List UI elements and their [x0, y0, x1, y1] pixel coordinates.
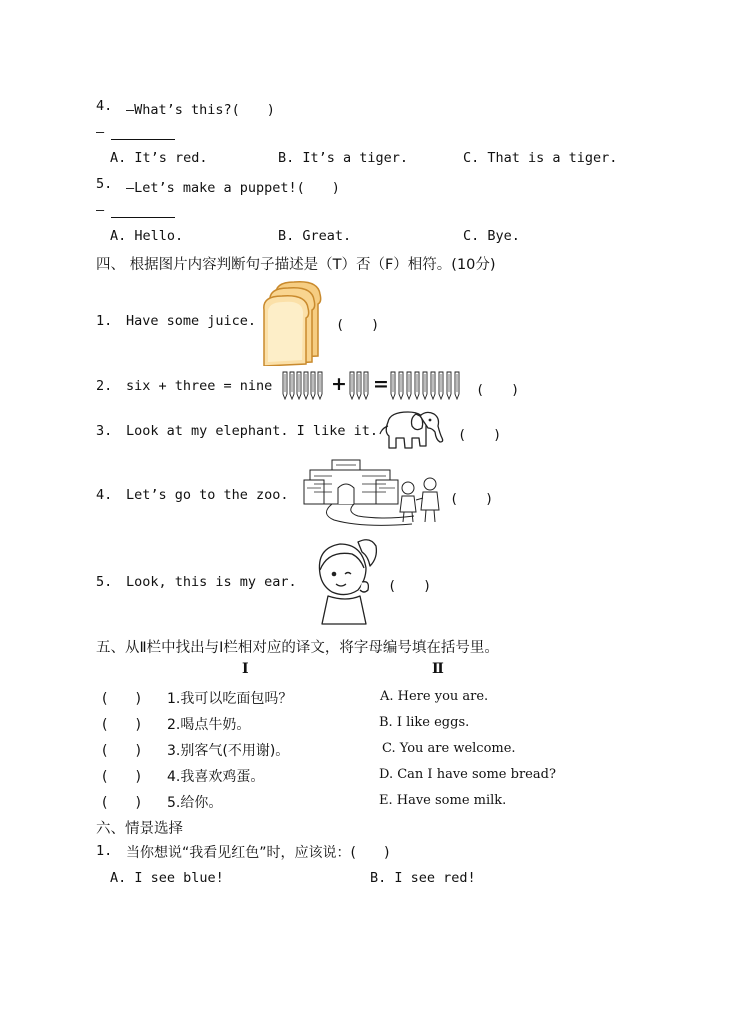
- question-text: 当你想说“我看见红色”时，应该说：( ): [126, 845, 390, 861]
- match-item-4: 4.我喜欢鸡蛋。: [167, 769, 265, 785]
- bread-icon: [262, 278, 332, 366]
- option-c[interactable]: C. That is a tiger.: [463, 150, 618, 166]
- match-item-1: 1.我可以吃面包吗？: [167, 691, 293, 707]
- match-bracket[interactable]: ( ): [102, 691, 141, 707]
- option-a[interactable]: A. Hello.: [110, 228, 184, 244]
- question-4-text: —What’s this?( ): [126, 102, 275, 118]
- plus-sign: +: [331, 373, 347, 395]
- match-bracket[interactable]: ( ): [102, 795, 141, 811]
- pencils-icon: [389, 368, 463, 400]
- answer-blank-line[interactable]: [111, 217, 175, 218]
- column-1-header: Ⅰ: [242, 661, 249, 677]
- match-item-3: 3.别客气(不用谢)。: [167, 743, 290, 759]
- option-a[interactable]: A. I see blue!: [110, 870, 224, 886]
- item-number: 3.: [96, 423, 113, 439]
- question-4-number: 4.: [96, 98, 113, 114]
- item-number: 2.: [96, 378, 113, 394]
- school-icon: [302, 456, 450, 532]
- option-b[interactable]: B. It’s a tiger.: [278, 150, 409, 166]
- equals-sign: =: [373, 373, 389, 395]
- option-c[interactable]: C. Bye.: [463, 228, 520, 244]
- match-bracket[interactable]: ( ): [102, 769, 141, 785]
- item-text: six + three = nine: [126, 378, 273, 394]
- item-number: 5.: [96, 574, 113, 590]
- question-5-text: —Let’s make a puppet!( ): [126, 180, 340, 196]
- item-text: Look at my elephant. I like it.: [126, 423, 378, 439]
- match-option-b: B. I like eggs.: [379, 715, 470, 730]
- question-number: 1.: [96, 843, 113, 859]
- item-number: 1.: [96, 313, 113, 329]
- match-option-c: C. You are welcome.: [382, 741, 516, 756]
- match-bracket[interactable]: ( ): [102, 717, 141, 733]
- item-text: Have some juice.: [126, 313, 257, 329]
- section-6-title: 六、情景选择: [96, 821, 183, 837]
- answer-bracket[interactable]: ( ): [336, 317, 380, 333]
- answer-dash: —: [96, 124, 105, 140]
- match-option-d: D. Can I have some bread?: [379, 767, 556, 782]
- match-option-a: A. Here you are.: [380, 689, 489, 704]
- girl-icon: [306, 534, 382, 626]
- answer-dash: —: [96, 202, 105, 218]
- item-text: Let’s go to the zoo.: [126, 487, 289, 503]
- option-b[interactable]: B. Great.: [278, 228, 352, 244]
- answer-blank-line[interactable]: [111, 139, 175, 140]
- item-number: 4.: [96, 487, 113, 503]
- column-2-header: Ⅱ: [432, 661, 444, 677]
- answer-bracket[interactable]: ( ): [476, 382, 520, 398]
- match-bracket[interactable]: ( ): [102, 743, 141, 759]
- answer-bracket[interactable]: ( ): [388, 578, 432, 594]
- item-text: Look, this is my ear.: [126, 574, 297, 590]
- answer-bracket[interactable]: ( ): [450, 491, 494, 507]
- pencils-icon: [281, 368, 329, 400]
- elephant-icon: [374, 404, 448, 454]
- question-5-number: 5.: [96, 176, 113, 192]
- match-option-e: E. Have some milk.: [379, 793, 507, 808]
- option-b[interactable]: B. I see red!: [370, 870, 476, 886]
- match-item-5: 5.给你。: [167, 795, 223, 811]
- section-5-title: 五、从Ⅱ栏中找出与Ⅰ栏相对应的译文，将字母编号填在括号里。: [96, 640, 499, 656]
- answer-bracket[interactable]: ( ): [458, 427, 502, 443]
- option-a[interactable]: A. It’s red.: [110, 150, 208, 166]
- match-item-2: 2.喝点牛奶。: [167, 717, 251, 733]
- section-4-title: 四、 根据图片内容判断句子描述是（T）否（F）相符。(10分): [96, 257, 496, 273]
- pencils-icon: [348, 368, 372, 400]
